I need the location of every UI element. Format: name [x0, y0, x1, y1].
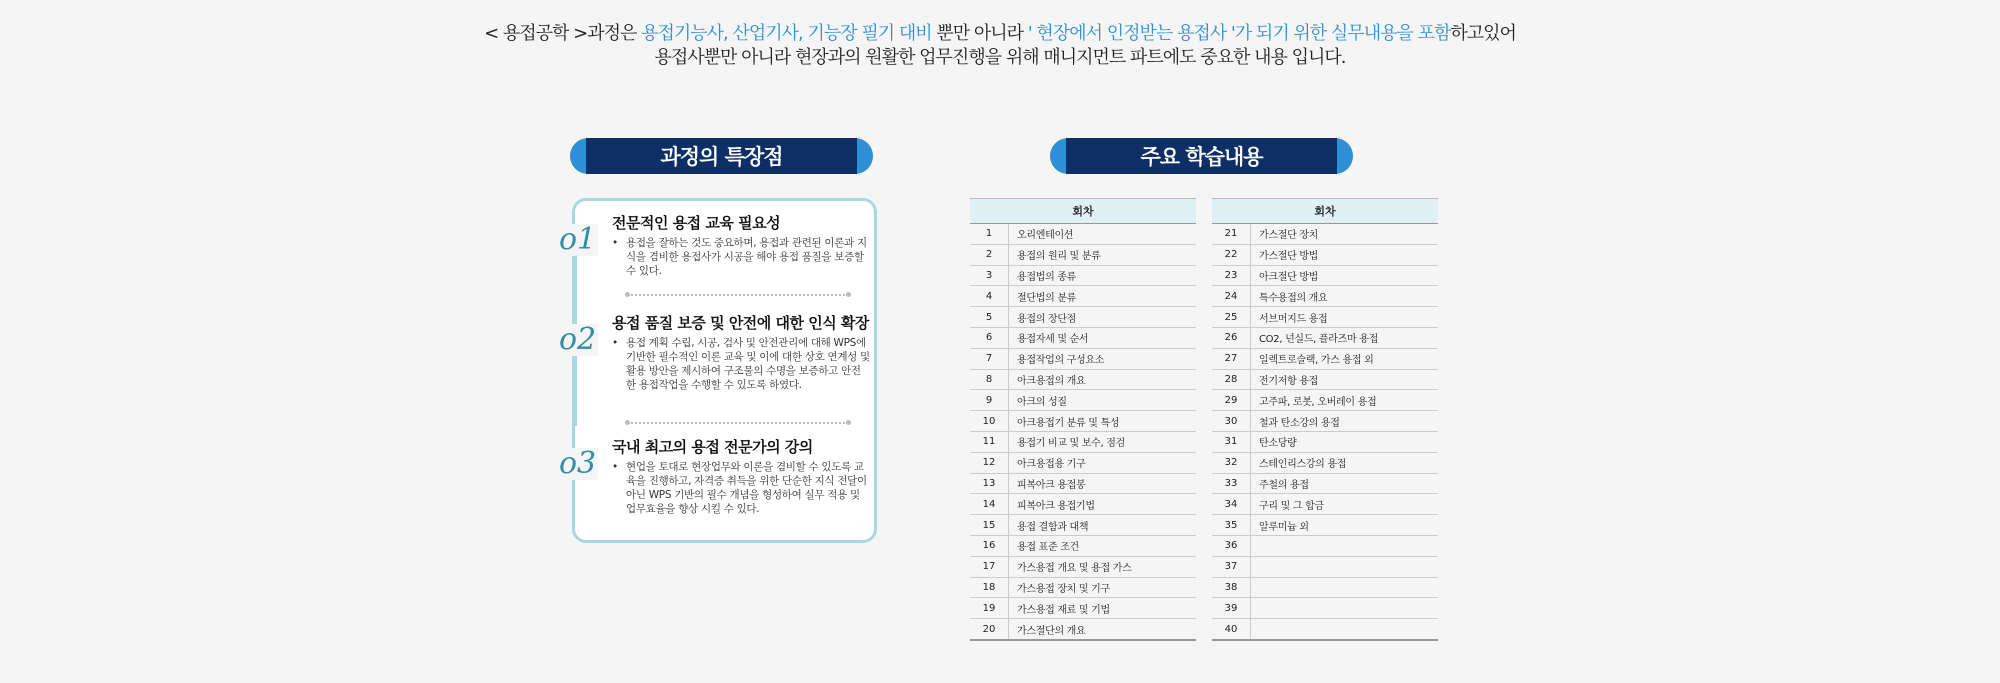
- session-number: 11: [970, 431, 1009, 452]
- session-topic: 구리 및 그 합금: [1251, 494, 1439, 515]
- table-row: [1212, 598, 1438, 619]
- session-number: 12: [970, 452, 1009, 473]
- table-row: [970, 515, 1196, 536]
- session-topic: 아크의 성질: [1009, 390, 1197, 411]
- table-row: [1212, 452, 1438, 473]
- session-topic: 가스용접 개요 및 용접 가스: [1009, 556, 1197, 577]
- session-number: 38: [1212, 577, 1251, 598]
- intro-text: [0, 22, 2000, 70]
- session-topic: 가스용접 장치 및 기구: [1009, 577, 1197, 598]
- intro-seg: < 용접공학 >과정은: [484, 23, 642, 44]
- session-topic: [1251, 535, 1439, 556]
- table-row: [970, 598, 1196, 619]
- session-number: 20: [970, 619, 1009, 640]
- session-number: 4: [970, 286, 1009, 307]
- session-number: 32: [1212, 452, 1251, 473]
- table-row: [1212, 411, 1438, 432]
- feature-text: 용접 계획 수립, 시공, 검사 및 안전관리에 대해 WPS에 기반한 필수적인 이론 교육 및 이에 대한 상호 연계성 및 활용 방안을 제시하여 구조물의 수명을 보증하고 안전한 용접작업을 수행할 수 있도록 하였다.: [626, 337, 870, 391]
- session-topic: 아크용접용 기구: [1009, 452, 1197, 473]
- table-row: [970, 286, 1196, 307]
- session-topic: 용접 결함과 대책: [1009, 515, 1197, 536]
- session-number: 8: [970, 369, 1009, 390]
- feature-number: o2: [559, 322, 597, 357]
- session-topic: 아크용접의 개요: [1009, 369, 1197, 390]
- table-row: [1212, 327, 1438, 348]
- table-row: [1212, 494, 1438, 515]
- curriculum-header-title: 주요 학습내용: [1066, 138, 1337, 174]
- table-row: [1212, 307, 1438, 328]
- session-number: 24: [1212, 286, 1251, 307]
- table-row: [970, 452, 1196, 473]
- session-number: 36: [1212, 535, 1251, 556]
- curriculum-table-left: [970, 198, 1196, 641]
- session-topic: 오리엔테이션: [1009, 224, 1197, 245]
- session-topic: 아크용접기 분류 및 특성: [1009, 411, 1197, 432]
- session-topic: 알루미늄 외: [1251, 515, 1439, 536]
- session-topic: 용접작업의 구성요소: [1009, 348, 1197, 369]
- session-number: 5: [970, 307, 1009, 328]
- table-row: [1212, 224, 1438, 245]
- session-topic: [1251, 598, 1439, 619]
- session-number: 16: [970, 535, 1009, 556]
- feature-title: 전문적인 용접 교육 필요성: [612, 214, 781, 232]
- bullet-icon: •: [612, 237, 619, 249]
- curriculum-table-right: [1212, 198, 1438, 641]
- table-row: [1212, 431, 1438, 452]
- session-number: 40: [1212, 619, 1251, 640]
- table-row: [970, 494, 1196, 515]
- session-topic: [1251, 556, 1439, 577]
- session-number: 35: [1212, 515, 1251, 536]
- session-topic: 용접자세 및 순서: [1009, 327, 1197, 348]
- session-topic: 철과 탄소강의 용접: [1251, 411, 1439, 432]
- table-row: [1212, 577, 1438, 598]
- session-number: 28: [1212, 369, 1251, 390]
- session-topic: 절단법의 분류: [1009, 286, 1197, 307]
- session-topic: 가스절단의 개요: [1009, 619, 1197, 640]
- session-number: 37: [1212, 556, 1251, 577]
- intro-seg: 뿐만 아니라: [931, 23, 1028, 44]
- session-number: 1: [970, 224, 1009, 245]
- table-row: [970, 224, 1196, 245]
- session-number: 17: [970, 556, 1009, 577]
- session-topic: 용접기 비교 및 보수, 점검: [1009, 431, 1197, 452]
- feature-text: 현업을 토대로 현장업무와 이론을 겸비할 수 있도록 교육을 진행하고, 자격증 취득을 위한 단순한 지식 전달이 아닌 WPS 기반의 필수 개념을 형성하여 실무 적용 및 업무효율을 향상 시킬 수 있다.: [626, 461, 867, 515]
- session-topic: 탄소당량: [1251, 431, 1439, 452]
- features-header-title: 과정의 특장점: [586, 138, 857, 174]
- table-row: [1212, 556, 1438, 577]
- table-row: [1212, 619, 1438, 640]
- session-number: 7: [970, 348, 1009, 369]
- table-row: [970, 411, 1196, 432]
- session-number: 39: [1212, 598, 1251, 619]
- feature-number: o1: [559, 222, 597, 257]
- table-row: [1212, 265, 1438, 286]
- session-topic: 피복아크 용접기법: [1009, 494, 1197, 515]
- session-number: 27: [1212, 348, 1251, 369]
- session-number: 6: [970, 327, 1009, 348]
- session-number: 13: [970, 473, 1009, 494]
- session-topic: 고주파, 로봇, 오버레이 용접: [1251, 390, 1439, 411]
- feature-body: [612, 236, 870, 278]
- intro-seg-highlight: ' 현장에서 인정받는 용접사 '가 되기 위한 실무내용을 포함: [1027, 23, 1451, 44]
- feature-body: [612, 336, 870, 392]
- session-topic: 일렉트로슬랙, 가스 용접 외: [1251, 348, 1439, 369]
- table-row: [970, 327, 1196, 348]
- table-row: [1212, 286, 1438, 307]
- table-row: [1212, 473, 1438, 494]
- feature-title: 용접 품질 보증 및 안전에 대한 인식 확장: [612, 314, 869, 332]
- table-header: 회차: [970, 199, 1196, 224]
- session-topic: CO2, 넌실드, 플라즈마 용접: [1251, 327, 1439, 348]
- session-topic: 가스절단 장치: [1251, 224, 1439, 245]
- table-row: [970, 369, 1196, 390]
- table-row: [1212, 390, 1438, 411]
- session-topic: 용접법의 종류: [1009, 265, 1197, 286]
- table-row: [970, 265, 1196, 286]
- table-row: [1212, 348, 1438, 369]
- feature-body: [612, 460, 870, 516]
- table-row: [970, 431, 1196, 452]
- intro-seg-highlight: 용접기능사, 산업기사, 기능장 필기 대비: [641, 23, 932, 44]
- session-number: 9: [970, 390, 1009, 411]
- session-number: 23: [1212, 265, 1251, 286]
- session-number: 29: [1212, 390, 1251, 411]
- session-number: 33: [1212, 473, 1251, 494]
- intro-line-2: 용접사뿐만 아니라 현장과의 원활한 업무진행을 위해 매니지먼트 파트에도 중요한 내용 입니다.: [654, 47, 1346, 68]
- table-row: [1212, 515, 1438, 536]
- session-topic: 가스절단 방법: [1251, 244, 1439, 265]
- table-row: [970, 244, 1196, 265]
- session-number: 19: [970, 598, 1009, 619]
- session-topic: 전기저항 용접: [1251, 369, 1439, 390]
- feature-text: 용접을 잘하는 것도 중요하며, 용접과 관련된 이론과 지식을 겸비한 용접사가 시공을 해야 용접 품질을 보증할 수 있다.: [626, 237, 867, 277]
- table-row: [1212, 535, 1438, 556]
- table-row: [970, 348, 1196, 369]
- table-row: [1212, 369, 1438, 390]
- session-topic: 피복아크 용접봉: [1009, 473, 1197, 494]
- intro-seg: 하고있어: [1450, 23, 1516, 44]
- session-number: 30: [1212, 411, 1251, 432]
- session-number: 2: [970, 244, 1009, 265]
- session-topic: [1251, 619, 1439, 640]
- session-number: 18: [970, 577, 1009, 598]
- session-number: 21: [1212, 224, 1251, 245]
- table-row: [970, 619, 1196, 640]
- bullet-icon: •: [612, 337, 619, 349]
- feature-number: o3: [559, 446, 597, 481]
- session-topic: 용접의 장단점: [1009, 307, 1197, 328]
- session-topic: 주철의 용접: [1251, 473, 1439, 494]
- session-topic: 서브머지드 용접: [1251, 307, 1439, 328]
- session-number: 10: [970, 411, 1009, 432]
- session-number: 22: [1212, 244, 1251, 265]
- bullet-icon: •: [612, 461, 619, 473]
- session-number: 26: [1212, 327, 1251, 348]
- table-row: [970, 307, 1196, 328]
- curriculum-header-pill: [1050, 138, 1353, 174]
- table-row: [1212, 244, 1438, 265]
- table-row: [970, 473, 1196, 494]
- table-header: 회차: [1212, 199, 1438, 224]
- session-topic: 특수용접의 개요: [1251, 286, 1439, 307]
- feature-title: 국내 최고의 용접 전문가의 강의: [612, 438, 813, 456]
- session-number: 25: [1212, 307, 1251, 328]
- divider: [628, 294, 848, 296]
- session-topic: 용접의 원리 및 분류: [1009, 244, 1197, 265]
- session-number: 31: [1212, 431, 1251, 452]
- session-number: 3: [970, 265, 1009, 286]
- session-topic: 스테인리스강의 용접: [1251, 452, 1439, 473]
- session-number: 34: [1212, 494, 1251, 515]
- features-header-pill: [570, 138, 873, 174]
- session-number: 14: [970, 494, 1009, 515]
- table-row: [970, 577, 1196, 598]
- table-row: [970, 556, 1196, 577]
- session-number: 15: [970, 515, 1009, 536]
- table-row: [970, 535, 1196, 556]
- session-topic: 가스용접 재료 및 기법: [1009, 598, 1197, 619]
- divider: [628, 422, 848, 424]
- session-topic: 용접 표준 조건: [1009, 535, 1197, 556]
- session-topic: 아크절단 방법: [1251, 265, 1439, 286]
- intro-line-1: [0, 22, 2000, 46]
- table-row: [970, 390, 1196, 411]
- session-topic: [1251, 577, 1439, 598]
